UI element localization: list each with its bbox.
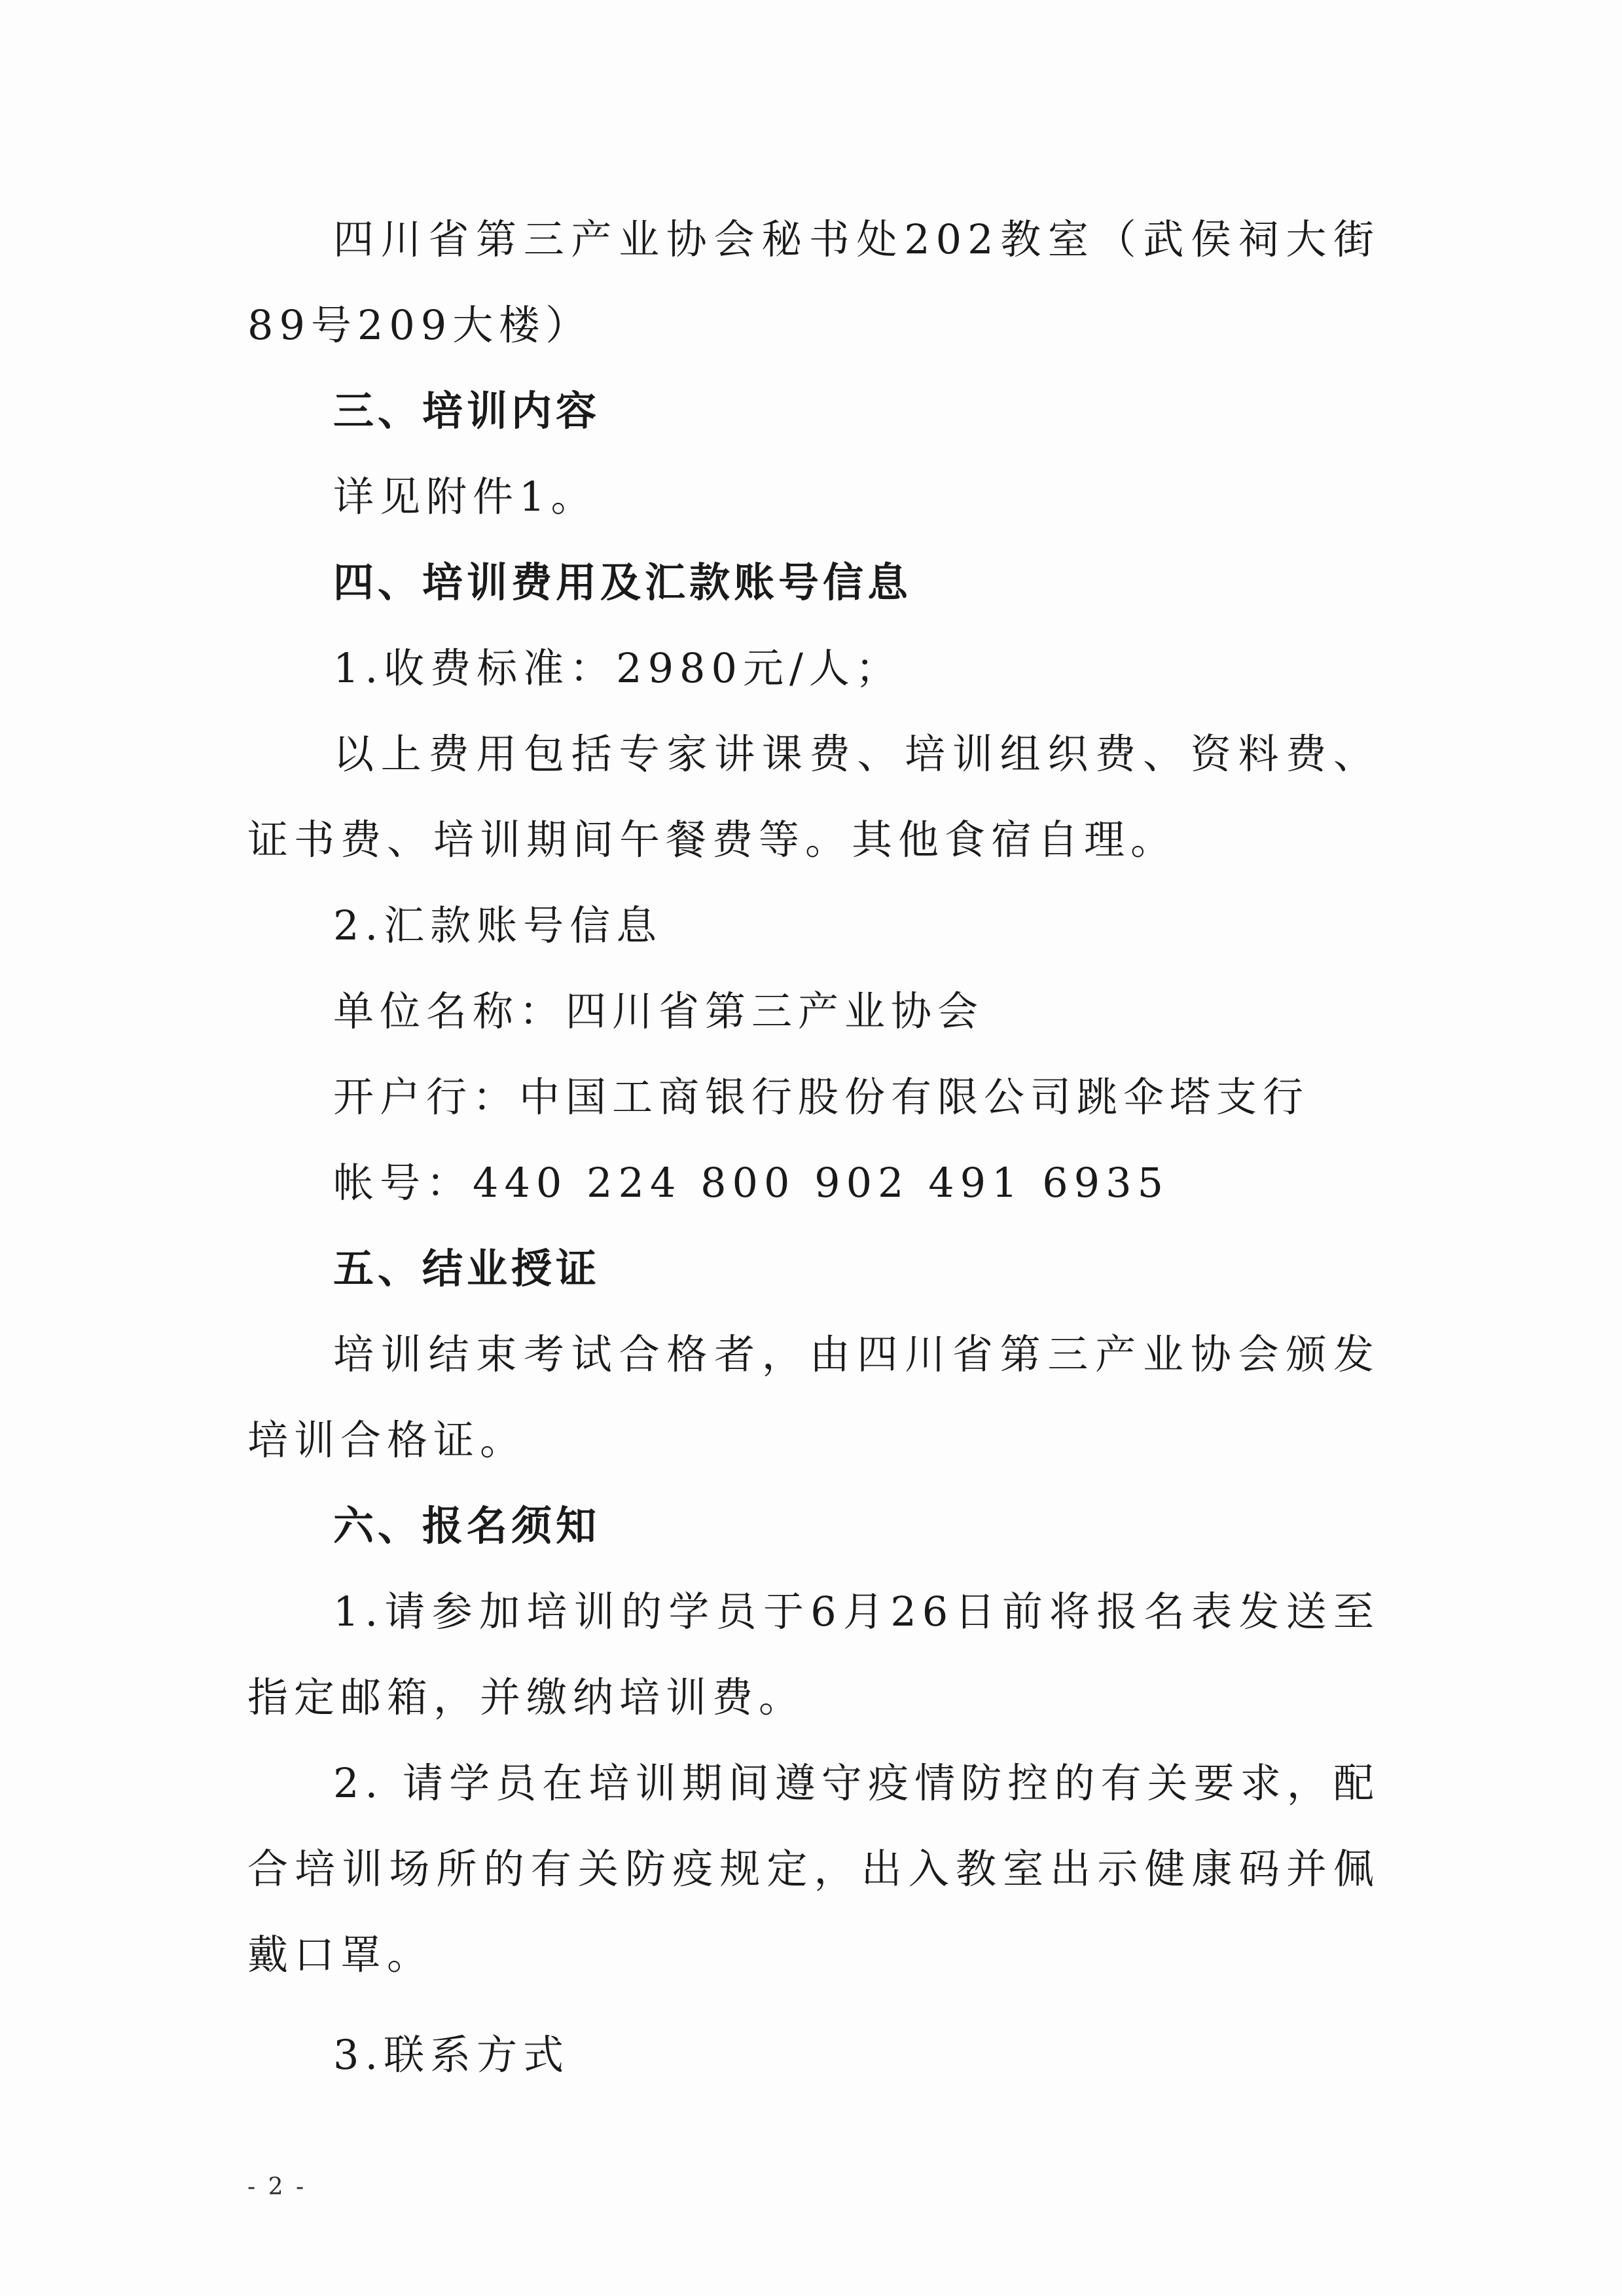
section-heading-fees: 四、培训费用及汇款账号信息 [333,558,912,606]
account-name: 单位名称：四川省第三产业协会 [333,987,984,1035]
account-bank: 开户行：中国工商银行股份有限公司跳伞塔支行 [333,1073,1310,1121]
document-body [247,196,1380,2098]
section-heading-certificate: 五、结业授证 [333,1245,601,1292]
section-heading-training-content: 三、培训内容 [333,387,601,435]
remittance-info-title: 2.汇款账号信息 [333,902,663,949]
fee-description: 以上费用包括专家讲课费、培训组织费、资料费、证书费、培训期间午餐费等。其他食宿自理。 [247,730,1380,864]
venue-address: 四川省第三产业协会秘书处202教室（武侯祠大街89号209大楼） [247,215,1380,349]
certificate-text: 培训结束考试合格者，由四川省第三产业协会颁发培训合格证。 [247,1330,1380,1464]
account-number: 帐号：440 224 800 902 491 6935 [333,1159,1170,1207]
registration-note-3: 3.联系方式 [333,2031,570,2079]
registration-note-1: 1.请参加培训的学员于6月26日前将报名表发送至指定邮箱，并缴纳培训费。 [247,1588,1380,1721]
section-heading-registration: 六、报名须知 [333,1502,601,1550]
page-number: - 2 - [247,2174,307,2200]
training-content-text: 详见附件1。 [333,473,598,520]
fee-standard: 1.收费标准：2980元/人； [333,644,902,692]
registration-note-2: 2. 请学员在培训期间遵守疫情防控的有关要求，配合培训场所的有关防疫规定，出入教室出示健康码并佩戴口罩。 [247,1759,1380,1978]
